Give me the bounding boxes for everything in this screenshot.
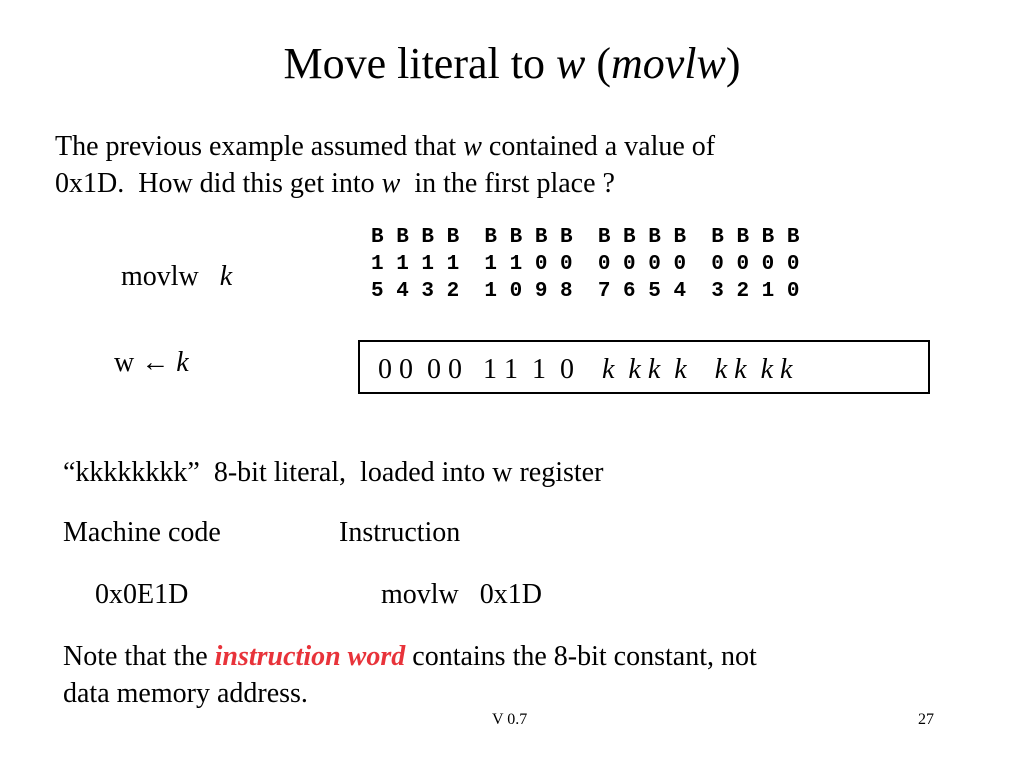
instruction-value: movlw 0x1D [381,579,542,610]
syntax-operand: k [219,261,233,292]
title-text: Move literal to [283,39,556,88]
machine-code-value: 0x0E1D [95,579,189,610]
note-text: Note that the [63,641,215,672]
intro-paragraph [55,128,715,202]
syntax-mnemonic: movlw [121,261,199,292]
page-number: 27 [918,711,934,728]
instruction-encoding [378,354,792,386]
intro-text: 0x1D. How did this get into [55,168,382,199]
encoding-gap [687,354,715,385]
bit-header [371,224,799,305]
footer-version: V 0.7 [492,711,528,728]
slide-title [0,38,1024,89]
encoding-opcode-bits: 0 0 0 0 1 1 1 0 [378,354,602,385]
instruction-encoding-box [358,340,930,394]
bit-header-row: 1 1 1 1 1 1 0 0 0 0 0 0 0 0 0 0 [371,253,800,276]
title-paren-close: ) [725,39,741,88]
literal-description: “kkkkkkkk” 8-bit literal, loaded into w register [63,457,604,488]
column-instruction: Instruction [339,517,461,548]
syntax [121,258,232,295]
note-text: contains the 8-bit constant, not [405,641,757,672]
note-emphasis: instruction word [214,641,406,672]
encoding-literal-bits-low: k k k k [714,354,793,385]
title-paren-open: ( [585,39,611,88]
note-paragraph [63,638,757,712]
intro-text: in the first place ? [400,168,615,199]
encoding-literal-bits-high: k k k k [602,354,687,385]
column-machine-code: Machine code [63,517,221,548]
left-arrow-icon: ← [141,347,170,378]
note-text: data memory address. [63,678,308,709]
title-w: w [555,39,586,88]
title-mnemonic: movlw [610,39,726,88]
operation-src: k [176,347,189,378]
intro-text: contained a value of [481,131,716,162]
intro-text: The previous example assumed that [55,131,464,162]
bit-header-row: 5 4 3 2 1 0 9 8 7 6 5 4 3 2 1 0 [371,280,800,303]
operation-dest: w [114,347,135,378]
intro-w: w [381,168,401,199]
operation [114,344,189,381]
bit-header-row: B B B B B B B B B B B B B B B B [371,226,800,249]
intro-w: w [463,131,482,162]
